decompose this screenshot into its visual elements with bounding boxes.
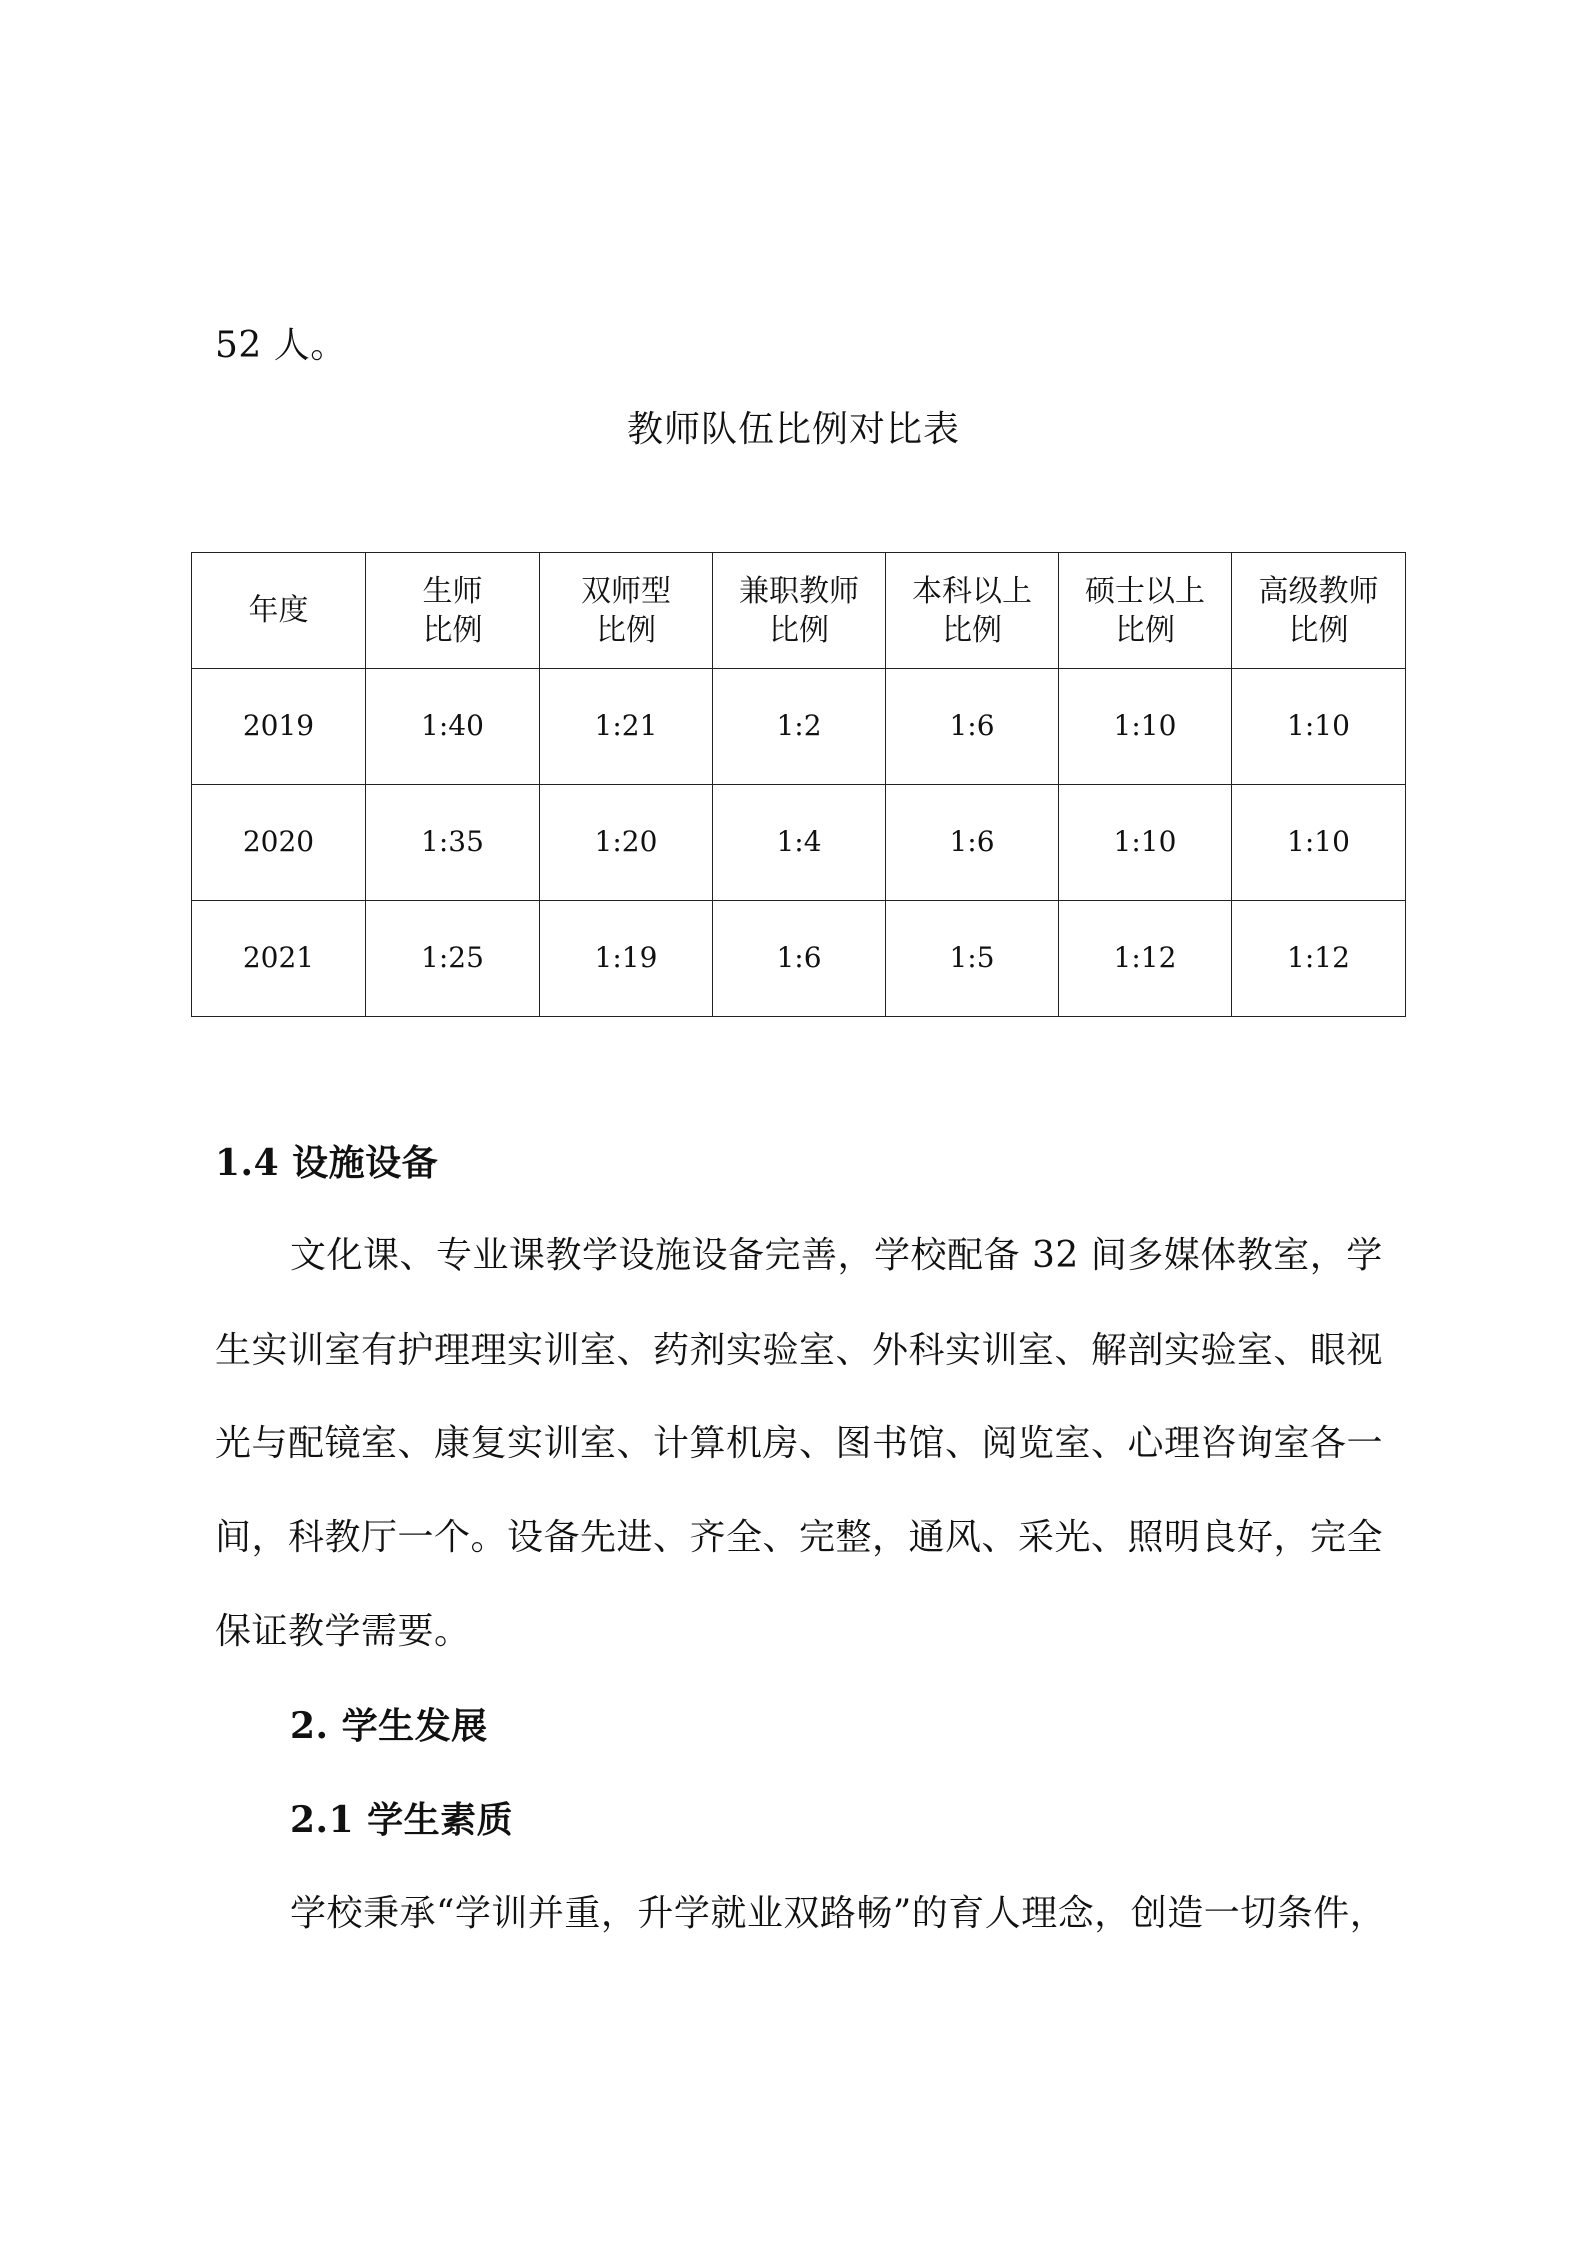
- table-cell: 1:19: [540, 901, 713, 1017]
- section-heading-student-quality: 2.1 学生素质: [290, 1799, 514, 1841]
- table-cell: 1:20: [540, 785, 713, 901]
- table-row: [192, 669, 1406, 785]
- table-cell: 1:12: [1232, 901, 1406, 1017]
- page-top-fragment: 52 人。: [215, 325, 347, 366]
- table-cell: 1:10: [1059, 669, 1232, 785]
- table-cell: 1:10: [1232, 785, 1406, 901]
- table-cell: 1:10: [1059, 785, 1232, 901]
- table-cell: 2021: [192, 901, 366, 1017]
- section-heading-facilities: 1.4 设施设备: [215, 1142, 439, 1184]
- paragraph-line: 光与配镜室、康复实训室、计算机房、图书馆、阅览室、心理咨询室各一: [215, 1423, 1384, 1464]
- table-cell: 1:6: [713, 901, 886, 1017]
- table-cell: 1:25: [366, 901, 540, 1017]
- section-heading-student-development: 2. 学生发展: [290, 1705, 488, 1747]
- header-bachelor-ratio: 本科以上 比例: [886, 553, 1059, 669]
- table-cell: 1:21: [540, 669, 713, 785]
- table-cell: 1:5: [886, 901, 1059, 1017]
- paragraph-line: 学校秉承“学训并重，升学就业双路畅”的育人理念，创造一切条件，: [290, 1893, 1387, 1934]
- paragraph-line: 生实训室有护理理实训室、药剂实验室、外科实训室、解剖实验室、眼视: [215, 1330, 1384, 1371]
- header-master-ratio: 硕士以上 比例: [1059, 553, 1232, 669]
- table-caption: 教师队伍比例对比表: [626, 409, 960, 450]
- table-cell: 1:4: [713, 785, 886, 901]
- teacher-ratio-table: [191, 552, 1406, 1017]
- table-cell: 1:2: [713, 669, 886, 785]
- table-cell: 1:12: [1059, 901, 1232, 1017]
- table-cell: 2019: [192, 669, 366, 785]
- table-cell: 1:40: [366, 669, 540, 785]
- paragraph-line: 保证教学需要。: [215, 1611, 471, 1652]
- header-part-time-ratio: 兼职教师 比例: [713, 553, 886, 669]
- header-student-teacher-ratio: 生师 比例: [366, 553, 540, 669]
- table-cell: 1:35: [366, 785, 540, 901]
- table-cell: 1:10: [1232, 669, 1406, 785]
- table-row: [192, 901, 1406, 1017]
- table-cell: 2020: [192, 785, 366, 901]
- table-cell: 1:6: [886, 785, 1059, 901]
- header-dual-qualified-ratio: 双师型 比例: [540, 553, 713, 669]
- table-cell: 1:6: [886, 669, 1059, 785]
- header-year: 年度: [192, 553, 366, 669]
- paragraph-line: 文化课、专业课教学设施设备完善，学校配备 32 间多媒体教室，学: [290, 1235, 1383, 1276]
- paragraph-line: 间，科教厅一个。设备先进、齐全、完整，通风、采光、照明良好，完全: [215, 1517, 1384, 1558]
- table-row: [192, 785, 1406, 901]
- table-header-row: [192, 553, 1406, 669]
- header-senior-teacher-ratio: 高级教师 比例: [1232, 553, 1406, 669]
